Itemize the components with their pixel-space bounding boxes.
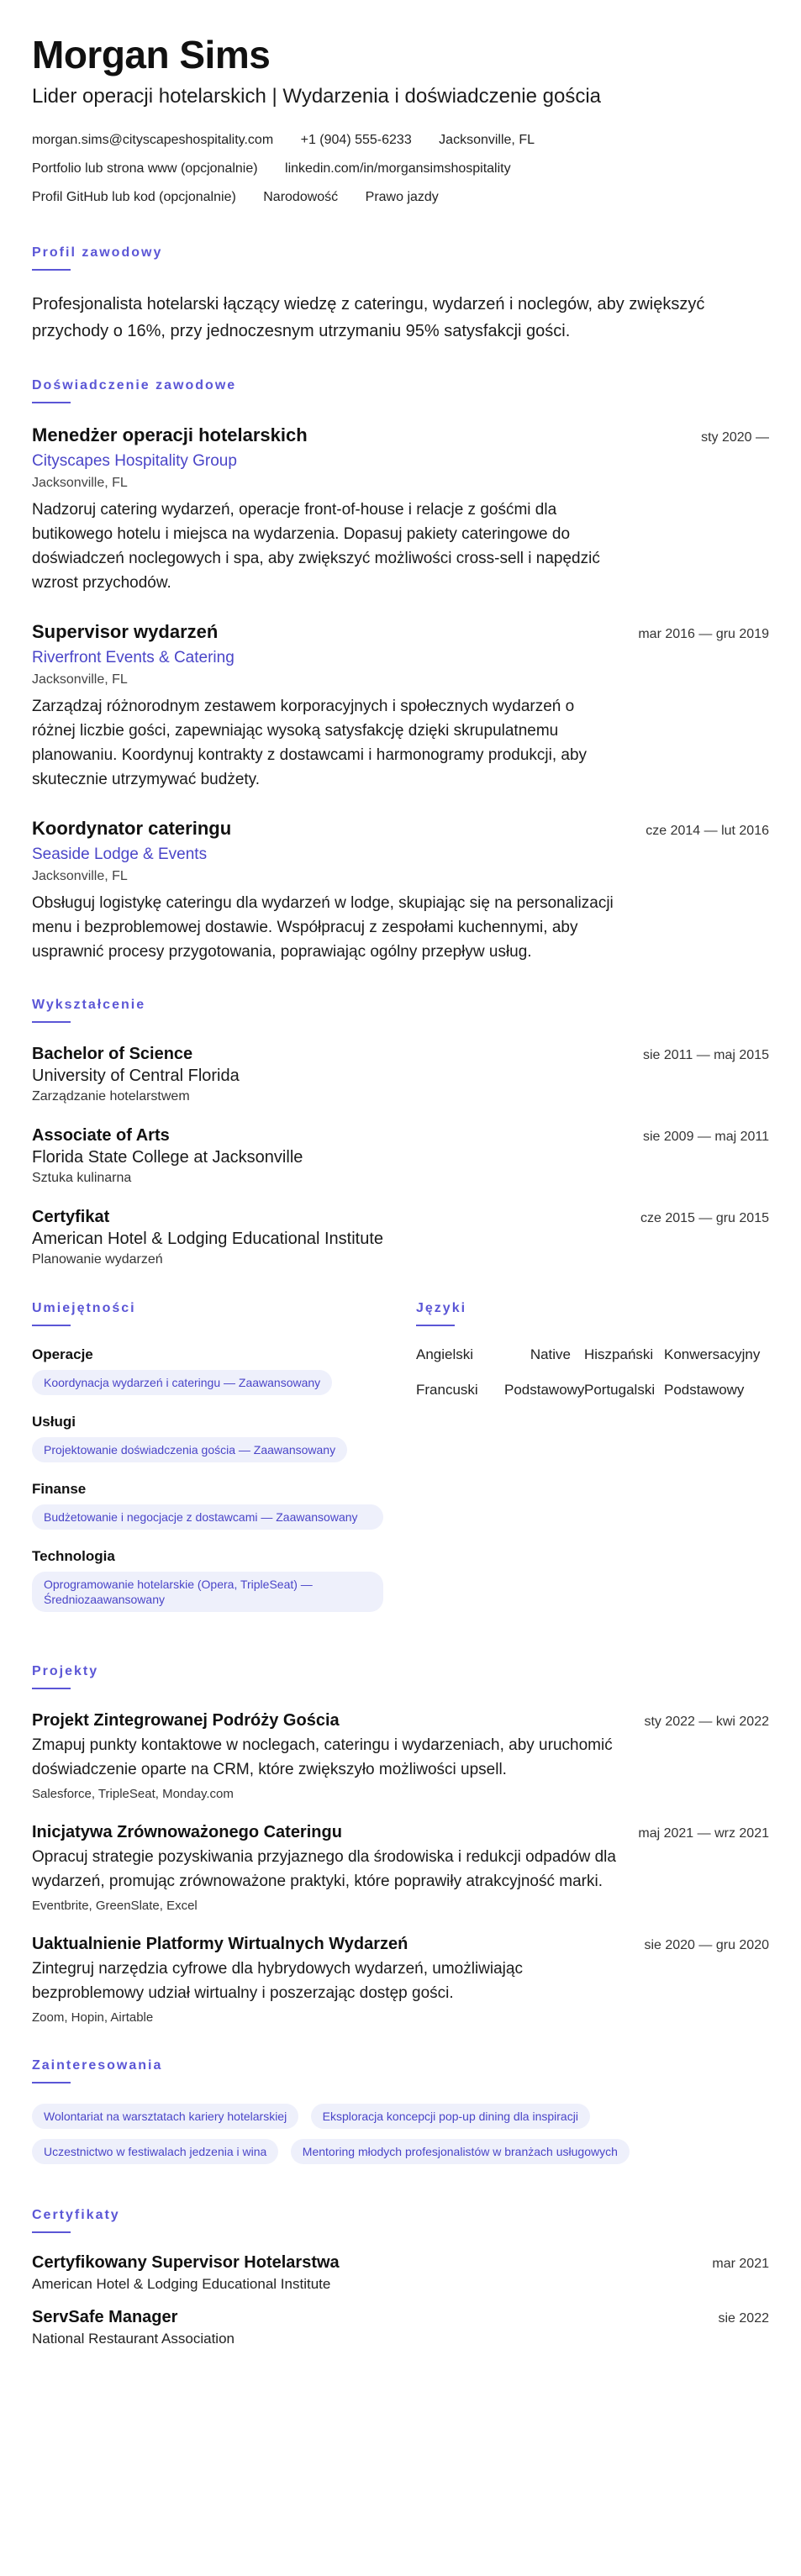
project-tech: Eventbrite, GreenSlate, Excel <box>32 1899 198 1913</box>
experience-section <box>32 378 769 964</box>
project-description: Opracuj strategie pozyskiwania przyjaznego dla środowiska i redukcji odpadów dla wydarzeń, promując zrównoważone praktyki, które poprawiły atrakcyjność marki. <box>32 1848 616 1890</box>
linkedin-link[interactable]: linkedin.com/in/morgansimshospitality <box>285 161 511 176</box>
language-level: Native <box>530 1346 571 1362</box>
experience-entry <box>32 817 769 964</box>
section-title: Umiejętności <box>32 1301 136 1315</box>
education-date: cze 2015 — gru 2015 <box>640 1211 769 1225</box>
degree: Bachelor of Science <box>32 1045 193 1063</box>
project-entry <box>32 1821 769 1913</box>
projects-section <box>32 1664 769 2025</box>
portfolio-link[interactable]: Portfolio lub strona www (opcjonalnie) <box>32 161 258 176</box>
certificate-issuer: American Hotel & Lodging Educational Institute <box>32 2276 331 2292</box>
interest-pill: Wolontariat na warsztatach kariery hotelarskiej <box>32 2104 298 2129</box>
project-title: Uaktualnienie Platformy Wirtualnych Wydarzeń <box>32 1935 408 1953</box>
field-of-study: Planowanie wydarzeń <box>32 1252 163 1267</box>
section-title: Profil zawodowy <box>32 245 163 260</box>
job-date: cze 2014 — lut 2016 <box>646 824 769 838</box>
project-entry <box>32 1933 769 2025</box>
skill-pill: Projektowanie doświadczenia gościa — Zaawansowany <box>32 1437 347 1462</box>
contact-line-1 <box>32 126 769 155</box>
interest-pill: Eksploracja koncepcji pop-up dining dla inspiracji <box>311 2104 590 2129</box>
language-row <box>416 1382 769 1399</box>
candidate-subtitle: Lider operacji hotelarskich | Wydarzenia i doświadczenie gościa <box>32 85 602 108</box>
school: University of Central Florida <box>32 1067 240 1085</box>
section-title: Języki <box>416 1301 467 1315</box>
school: American Hotel & Lodging Educational Institute <box>32 1230 384 1248</box>
job-description: Nadzoruj catering wydarzeń, operacje front-of-house i relacje z gośćmi dla butikowego hotelu i miejsca na wydarzenia. Dopasuj pakiety cateringowe do doświadczeń noclegowych i spa, aby zwiększyć możliwości cross-sell i napędzić wzrost przychodów. <box>32 501 600 592</box>
contact-line-2 <box>32 155 769 183</box>
section-divider <box>32 2082 71 2083</box>
section-divider <box>32 269 71 271</box>
section-divider <box>32 1688 71 1689</box>
education-date: sie 2009 — maj 2011 <box>642 1130 769 1144</box>
skill-group <box>32 1548 385 1612</box>
section-title: Certyfikaty <box>32 2208 120 2222</box>
certificate-entry <box>32 2308 769 2347</box>
skill-group <box>32 1414 385 1462</box>
education-date: sie 2011 — maj 2015 <box>642 1048 769 1062</box>
project-tech: Zoom, Hopin, Airtable <box>32 2010 154 2025</box>
language-name: Angielski <box>416 1346 474 1362</box>
certificates-section <box>32 2208 769 2347</box>
github-link[interactable]: Profil GitHub lub kod (opcjonalnie) <box>32 190 236 204</box>
language-name: Portugalski <box>584 1382 656 1398</box>
project-entry <box>32 1709 769 1801</box>
project-description: Zintegruj narzędzia cyfrowe dla hybrydowych wydarzeń, umożliwiając bezproblemowy udział wirtualny i poszerzając dostęp gości. <box>32 1960 523 2002</box>
interests-list <box>32 2104 769 2174</box>
job-title: Koordynator cateringu <box>32 818 232 839</box>
job-location: Jacksonville, FL <box>32 869 128 883</box>
section-divider <box>32 1021 71 1023</box>
contact-line-3 <box>32 183 769 212</box>
project-description: Zmapuj punkty kontaktowe w noclegach, cateringu i wydarzeniach, aby uruchomić doświadczenie oparte na CRM, które zwiększyło możliwości upsell. <box>32 1736 613 1778</box>
experience-entry <box>32 424 769 595</box>
skills-section <box>32 1301 385 1630</box>
project-title: Inicjatywa Zrównoważonego Cateringu <box>32 1823 342 1841</box>
job-title: Supervisor wydarzeń <box>32 621 219 642</box>
language-name: Hiszpański <box>584 1346 654 1362</box>
language-name: Francuski <box>416 1382 478 1398</box>
project-date: maj 2021 — wrz 2021 <box>638 1826 769 1841</box>
education-entry <box>32 1125 769 1186</box>
certificate-date: sie 2022 <box>718 2311 769 2326</box>
section-divider <box>32 402 71 403</box>
certificate-title: Certyfikowany Supervisor Hotelarstwa <box>32 2253 340 2272</box>
section-divider <box>32 1325 71 1326</box>
education-entry <box>32 1206 769 1267</box>
language-level: Podstawowy <box>504 1382 585 1398</box>
job-date: sty 2020 — <box>701 430 769 445</box>
languages-section <box>416 1301 769 1630</box>
education-section <box>32 998 769 1267</box>
email[interactable]: morgan.sims@cityscapeshospitality.com <box>32 133 274 147</box>
section-title: Doświadczenie zawodowe <box>32 378 237 392</box>
candidate-name: Morgan Sims <box>32 33 271 76</box>
section-title: Projekty <box>32 1664 99 1678</box>
job-location: Jacksonville, FL <box>32 672 128 687</box>
section-title: Wykształcenie <box>32 998 146 1012</box>
degree: Certyfikat <box>32 1208 110 1226</box>
interest-pill: Mentoring młodych profesjonalistów w branżach usługowych <box>291 2139 630 2164</box>
certificate-issuer: National Restaurant Association <box>32 2331 235 2347</box>
nationality: Narodowość <box>263 190 339 204</box>
project-tech: Salesforce, TripleSeat, Monday.com <box>32 1787 234 1801</box>
section-divider <box>416 1325 455 1326</box>
job-date: mar 2016 — gru 2019 <box>638 627 769 641</box>
job-company: Seaside Lodge & Events <box>32 845 208 863</box>
interest-pill: Uczestnictwo w festiwalach jedzenia i wina <box>32 2139 278 2164</box>
language-row <box>416 1346 769 1363</box>
skill-pill: Budżetowanie i negocjacje z dostawcami — Zaawansowany <box>32 1504 383 1530</box>
location: Jacksonville, FL <box>439 133 535 147</box>
project-date: sie 2020 — gru 2020 <box>644 1938 769 1952</box>
skill-category: Usługi <box>32 1414 76 1430</box>
job-title: Menedżer operacji hotelarskich <box>32 424 308 445</box>
skill-category: Operacje <box>32 1346 93 1362</box>
profile-section <box>32 245 769 345</box>
school: Florida State College at Jacksonville <box>32 1148 303 1167</box>
section-divider <box>32 2231 71 2233</box>
section-title: Zainteresowania <box>32 2058 163 2073</box>
certificate-date: mar 2021 <box>712 2257 769 2271</box>
job-location: Jacksonville, FL <box>32 476 128 490</box>
language-level: Podstawowy <box>664 1382 745 1398</box>
project-title: Projekt Zintegrowanej Podróży Gościa <box>32 1711 340 1730</box>
field-of-study: Sztuka kulinarna <box>32 1171 132 1185</box>
certificate-entry <box>32 2253 769 2293</box>
education-entry <box>32 1043 769 1104</box>
skills-languages-row <box>32 1301 769 1630</box>
job-description: Obsługuj logistykę cateringu dla wydarzeń w lodge, skupiając się na personalizacji menu i bezproblemowej dostawie. Współpracuj z zespołami kuchennymi, aby usprawnić procesy przygotowania, poprawiając ogólny przepływ usług. <box>32 894 614 961</box>
contact-block <box>32 126 769 212</box>
degree: Associate of Arts <box>32 1126 170 1145</box>
job-company: Cityscapes Hospitality Group <box>32 452 237 470</box>
field-of-study: Zarządzanie hotelarstwem <box>32 1089 190 1104</box>
skill-pill: Oprogramowanie hotelarskie (Opera, TripleSeat) — Średniozaawansowany <box>32 1572 383 1612</box>
skill-category: Finanse <box>32 1481 87 1497</box>
interests-section <box>32 2058 769 2174</box>
skill-group <box>32 1346 385 1395</box>
skill-pill: Koordynacja wydarzeń i cateringu — Zaawansowany <box>32 1370 332 1395</box>
profile-text: Profesjonalista hotelarski łączący wiedzę z cateringu, wydarzeń i noclegów, aby zwiększyć przychody o 16%, przy jednoczesnym utrzymaniu 95% satysfakcji gości. <box>32 295 705 340</box>
experience-entry <box>32 620 769 792</box>
phone[interactable]: +1 (904) 555-6233 <box>300 133 412 147</box>
job-company: Riverfront Events & Catering <box>32 649 235 666</box>
skill-group <box>32 1481 385 1530</box>
driving-license: Prawo jazdy <box>365 190 439 204</box>
language-level: Konwersacyjny <box>664 1346 761 1362</box>
certificate-title: ServSafe Manager <box>32 2308 178 2326</box>
job-description: Zarządzaj różnorodnym zestawem korporacyjnych i społecznych wydarzeń o różnej liczbie gości, zapewniając wysoką satysfakcję dzięki skrupulatnemu planowaniu. Koordynuj kontrakty z dostawcami i harmonogramy produkcji, aby skutecznie utrzymywać budżety. <box>32 698 588 788</box>
project-date: sty 2022 — kwi 2022 <box>644 1715 769 1729</box>
skill-category: Technologia <box>32 1548 115 1564</box>
